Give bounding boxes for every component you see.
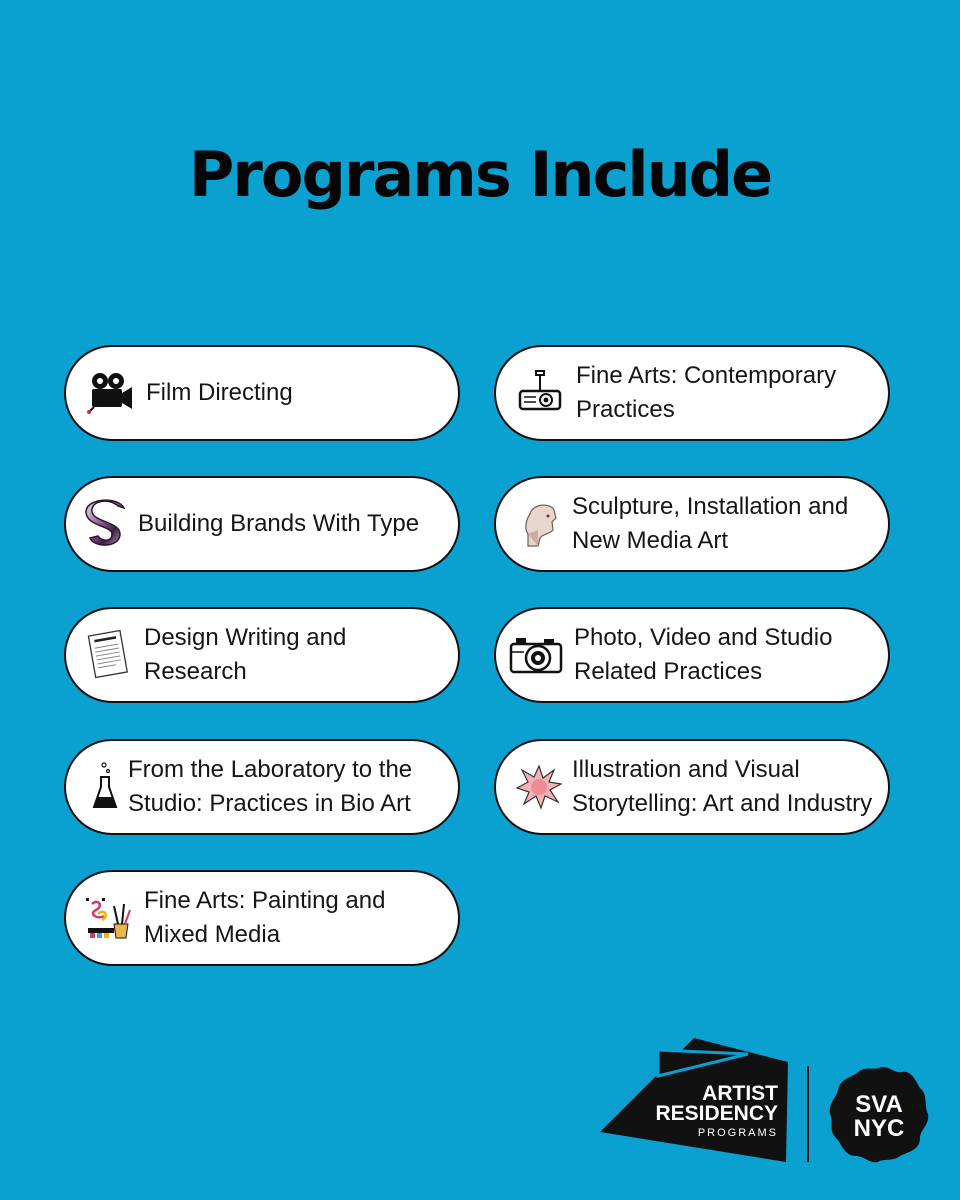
program-bio-art[interactable]: [64, 739, 460, 835]
program-label: Sculpture, Installation and New Media Art: [572, 493, 849, 554]
film-camera-icon: [86, 371, 134, 415]
sva-logo-line1: SVA: [855, 1091, 903, 1118]
program-label: Film Directing: [146, 379, 293, 406]
chrome-letter-s-icon: [84, 498, 128, 550]
comic-burst-icon: [516, 764, 562, 810]
projector-icon: [516, 369, 564, 417]
logo-line-programs: PROGRAMS: [697, 1127, 778, 1139]
program-label: Building Brands With Type: [138, 510, 420, 537]
program-design-writing[interactable]: [64, 607, 460, 703]
paint-supplies-icon: [84, 894, 132, 942]
artist-residency-programs-logo: [598, 1036, 790, 1164]
page-title: Programs Include: [188, 138, 772, 211]
program-painting-mixed-media[interactable]: [64, 870, 460, 966]
program-label: From the Laboratory to the Studio: Practices in Bio Art: [128, 756, 413, 817]
program-label: Illustration and Visual Storytelling: Art and Industry: [572, 756, 873, 817]
lab-flask-icon: [92, 761, 118, 813]
logo-divider: [807, 1066, 809, 1162]
program-sculpture-installation[interactable]: [494, 476, 890, 572]
logo-line-artist: ARTIST: [702, 1082, 778, 1105]
program-label: Photo, Video and Studio Related Practices: [574, 624, 833, 685]
program-illustration[interactable]: [494, 739, 890, 835]
research-paper-icon: [84, 629, 132, 681]
program-label: Fine Arts: Painting and Mixed Media: [144, 887, 386, 948]
program-film-directing[interactable]: [64, 345, 460, 441]
sva-nyc-logo: [828, 1064, 930, 1164]
program-label: Fine Arts: Contemporary Practices: [576, 362, 837, 423]
photo-camera-icon: [508, 632, 564, 678]
logo-line-residency: RESIDENCY: [655, 1102, 778, 1125]
sculpture-head-icon: [522, 500, 562, 548]
program-building-brands[interactable]: [64, 476, 460, 572]
program-photo-video[interactable]: [494, 607, 890, 703]
sva-logo-line2: NYC: [853, 1115, 905, 1142]
program-fine-arts-contemporary[interactable]: [494, 345, 890, 441]
program-label: Design Writing and Research: [144, 624, 347, 685]
